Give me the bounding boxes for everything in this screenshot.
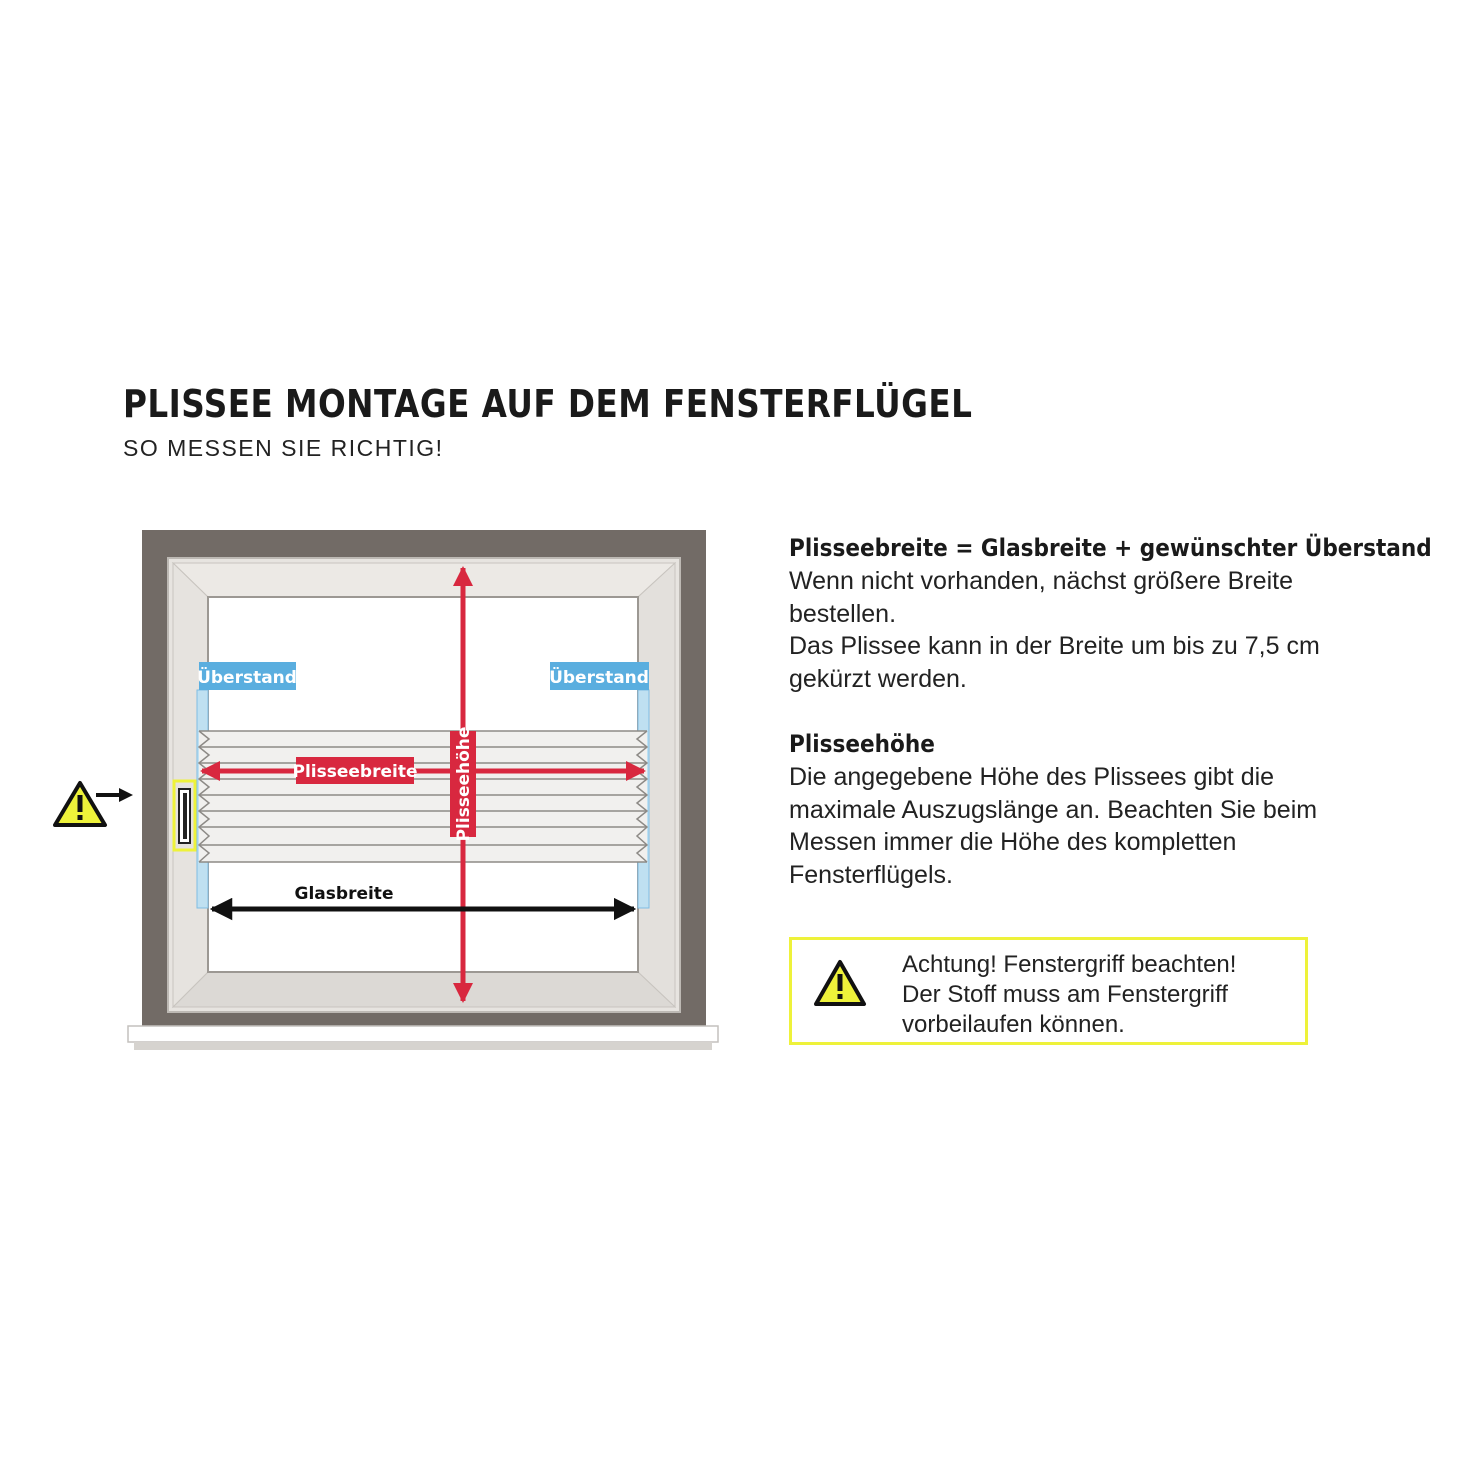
- height-heading: Plisseehöhe: [789, 730, 935, 758]
- page-subtitle: SO MESSEN SIE RICHTIG!: [123, 435, 444, 461]
- warning-text: [902, 950, 1236, 1040]
- height-text-line: Messen immer die Höhe des kompletten: [789, 828, 1237, 856]
- width-text-line: Das Plissee kann in der Breite um bis zu 7,5 cm: [789, 632, 1320, 660]
- width-text-line: bestellen.: [789, 599, 897, 628]
- warning-triangle-icon: [812, 958, 868, 1008]
- width-info-block: [789, 532, 1432, 695]
- pleated-blind: [199, 731, 647, 862]
- pleat-height-label: Plisseehöhe: [454, 726, 474, 842]
- pleat-width-label: Plisseebreite: [292, 762, 418, 782]
- window-diagram: [0, 0, 760, 1080]
- width-heading: Plisseebreite = Glasbreite + gewünschter Überstand: [789, 534, 1432, 562]
- warning-line: Der Stoff muss am Fenstergriff: [902, 981, 1228, 1008]
- height-text-line: Die angegebene Höhe des Plissees gibt die: [789, 763, 1275, 791]
- width-text-line: Wenn nicht vorhanden, nächst größere Breite: [789, 567, 1293, 595]
- height-text-line: Fensterflügels.: [789, 860, 953, 889]
- warning-line: vorbeilaufen können.: [902, 1011, 1125, 1038]
- warning-line: Achtung! Fenstergriff beachten!: [902, 951, 1237, 978]
- warning-box: [789, 937, 1308, 1045]
- info-column: [789, 532, 1432, 891]
- window-sill: [128, 1026, 718, 1042]
- overhang-label-right: Überstand: [549, 668, 649, 688]
- overhang-label-left: Überstand: [197, 668, 297, 688]
- height-info-block: [789, 728, 1429, 891]
- width-text-line: gekürzt werden.: [789, 664, 967, 693]
- pointer-arrow-icon: [96, 788, 133, 802]
- glass-width-label: Glasbreite: [294, 884, 394, 904]
- warning-triangle-icon: [55, 783, 105, 825]
- page-title: PLISSEE MONTAGE AUF DEM FENSTERFLÜGEL: [123, 382, 973, 426]
- height-text-line: maximale Auszugslänge an. Beachten Sie beim: [789, 795, 1318, 824]
